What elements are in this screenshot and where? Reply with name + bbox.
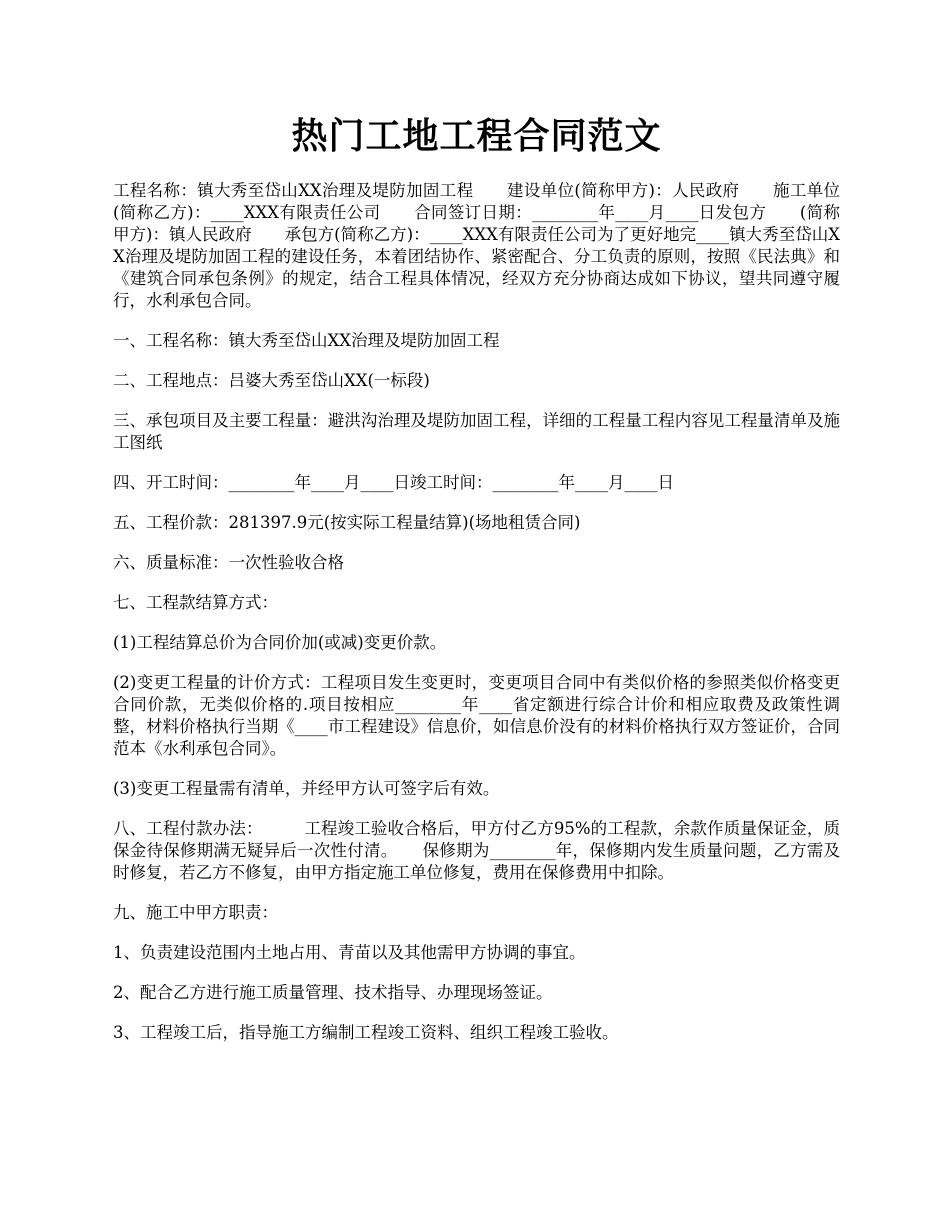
owner-duty-1: 1、负责建设范围内土地占用、青苗以及其他需甲方协调的事宜。 — [113, 943, 586, 962]
clause-owner-duties-heading: 九、施工中甲方职责： — [113, 903, 278, 922]
owner-duty-3: 3、工程竣工后，指导施工方编制工程竣工资料、组织工程竣工验收。 — [113, 1023, 619, 1042]
owner-duty-2: 2、配合乙方进行施工质量管理、技术指导、办理现场签证。 — [113, 983, 553, 1002]
clause-schedule: 四、开工时间：________年____月____日竣工时间：________年____月____日 — [113, 473, 674, 492]
settlement-item-1: (1)工程结算总价为合同价加(或减)变更价款。 — [113, 633, 447, 652]
clause-quality: 六、质量标准：一次性验收合格 — [113, 553, 344, 572]
clause-settlement-heading: 七、工程款结算方式： — [113, 593, 278, 612]
settlement-item-2: (2)变更工程量的计价方式：工程项目发生变更时，变更项目合同中有类似价格的参照类似价格变更合同价款，无类似价格的.项目按相应________年____省定额进行综合计价和相应取费及政策性调整，材料价格执行当期《____市工程建设》信息价，如信息价没有的材料价格执行双方签证价，合同范本《水利承包合同》。 — [113, 673, 840, 758]
intro-paragraph: 工程名称：镇大秀至岱山XX治理及堤防加固工程 建设单位(简称甲方)：人民政府 施工单位(简称乙方)：____XXX有限责任公司 合同签订日期：________年____月____日发包方 (简称甲方)：镇人民政府 承包方(简称乙方)：____XXX有限责任公司为了更好地完____镇大秀至岱山XX治理及堤防加固工程的建设任务，本着团结协作、紧密配合、分工负责的原则，按照《民法典》和《建筑合同承包条例》的规定，结合工程具体情况，经双方充分协商达成如下协议，望共同遵守履行，水利承包合同。 — [113, 181, 840, 310]
clause-payment: 八、工程付款办法： 工程竣工验收合格后，甲方付乙方95%的工程款，余款作质量保证金，质保金待保修期满无疑异后一次性付清。 保修期为________年，保修期内发生质量问题，乙方需及时修复，若乙方不修复，由甲方指定施工单位修复，费用在保修费用中扣除。 — [113, 819, 840, 882]
document-body — [113, 180, 840, 1062]
clause-project-location: 二、工程地点：吕婆大秀至岱山XX(一标段) — [113, 371, 430, 390]
settlement-item-3: (3)变更工程量需有清单，并经甲方认可签字后有效。 — [113, 779, 500, 798]
clause-scope: 三、承包项目及主要工程量：避洪沟治理及堤防加固工程，详细的工程量工程内容见工程量清单及施工图纸 — [113, 411, 840, 452]
clause-price: 五、工程价款：281397.9元(按实际工程量结算)(场地租赁合同) — [113, 513, 581, 532]
document-title: 热门工地工程合同范文 — [291, 115, 662, 157]
clause-project-name: 一、工程名称：镇大秀至岱山XX治理及堤防加固工程 — [113, 331, 500, 350]
